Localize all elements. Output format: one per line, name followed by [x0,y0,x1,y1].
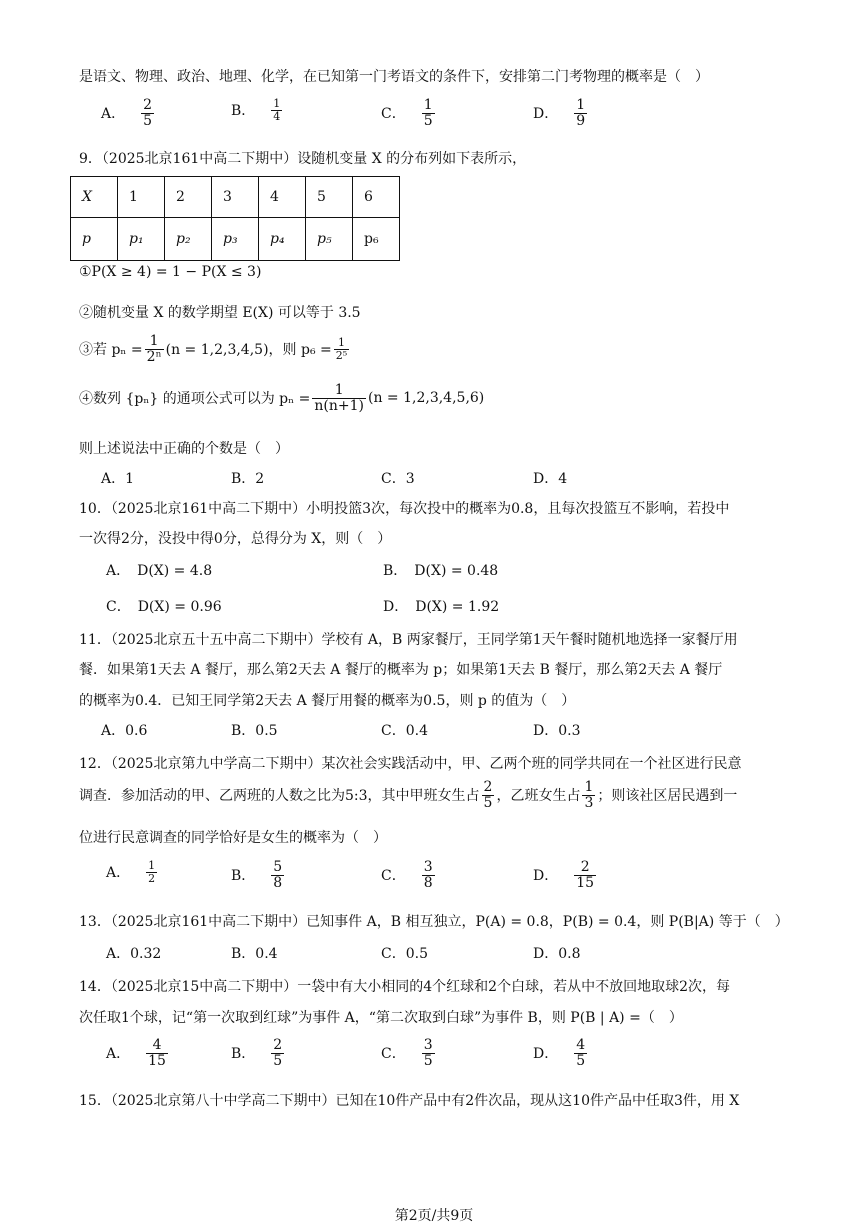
q13-option-c[interactable]: C．0.5 [381,946,428,962]
q12-option-b[interactable]: B． $\frac{5}{8}$ [231,859,283,891]
table-cell: p₅ [306,218,353,261]
table-cell: p [71,218,118,261]
q11-line-3: 的概率为0.4．已知王同学第2天去 A 餐厅用餐的概率为0.5，则 p 的值为（ ） [79,693,576,709]
q8-options [0,98,868,138]
q13-option-b[interactable]: B．0.4 [231,946,278,962]
table-cell: 1 [118,177,165,218]
q14-line-2: 次任取1个球，记“第一次取到红球”为事件 A，“第二次取到白球”为事件 B，则 P(B | A) =（ ） [79,1010,683,1026]
q12-option-a[interactable]: A． $\frac{1}{2}$ [106,859,156,885]
table-cell: 5 [306,177,353,218]
q14-line-1: 14．（2025北京15中高二下期中）一袋中有大小相同的4个红球和2个白球，若从中不放回地取球2次，每 [79,979,730,995]
q15-line-1: 15．（2025北京第八十中学高二下期中）已知在10件产品中有2件次品，现从这10件产品中任取3件，用 X [79,1093,740,1109]
q9-option-c[interactable]: C．3 [381,471,415,487]
q9-option-b[interactable]: B．2 [231,471,265,487]
table-cell: 3 [212,177,259,218]
q8-stem: 是语文、物理、政治、地理、化学，在已知第一门考语文的条件下，安排第二门考物理的概率是（ ） [79,69,709,85]
q11-option-d[interactable]: D．0.3 [533,723,581,739]
q10-line-1: 10．（2025北京161中高二下期中）小明投篮3次，每次投中的概率为0.8，且每次投篮互不影响，若投中 [79,501,730,517]
q9-ask: 则上述说法中正确的个数是（ ） [79,441,289,457]
table-cell: 4 [259,177,306,218]
q14-option-a[interactable]: A． $\frac{4}{15}$ [106,1037,166,1069]
q11-option-c[interactable]: C．0.4 [381,723,428,739]
q12-option-d[interactable]: D． $\frac{2}{15}$ [533,859,595,891]
table-cell: p₆ [353,218,400,261]
q11-line-2: 餐．如果第1天去 A 餐厅，那么第2天去 A 餐厅的概率为 p；如果第1天去 B 餐厅，那么第2天去 A 餐厅 [79,662,723,678]
q10-line-2: 一次得2分，没投中得0分，总得分为 X，则（ ） [79,531,392,547]
q9-statement-2: ②随机变量 X 的数学期望 E(X) 可以等于 3.5 [79,305,361,321]
q8-option-b[interactable]: B． $\frac{1}{4}$ [231,97,281,123]
q12-line-2: 调查．参加活动的甲、乙两班的人数之比为5:3，其中甲班女生占 $\frac{2}{5}$ ，乙班女生占 $\frac{1}{3}$ ；则该社区居民遇到一 [79,779,738,811]
q9-option-a[interactable]: A．1 [101,471,135,487]
q8-option-c[interactable]: C． $\frac{1}{5}$ [381,97,433,129]
q13-option-d[interactable]: D．0.8 [533,946,581,962]
table-cell: X [71,177,118,218]
q8-option-a[interactable]: A． $\frac{2}{5}$ [101,97,153,129]
q10-option-a[interactable]: A． D(X) = 4.8 [106,563,213,579]
q12-options [0,860,868,900]
q10-option-b[interactable]: B． D(X) = 0.48 [383,563,499,579]
table-row [71,177,400,218]
q14-option-d[interactable]: D． $\frac{4}{5}$ [533,1037,586,1069]
q12-line-1: 12．（2025北京第九中学高二下期中）某次社会实践活动中，甲、乙两个班的同学共同在一个社区进行民意 [79,756,742,772]
q12-option-c[interactable]: C． $\frac{3}{8}$ [381,859,433,891]
q13-line-1: 13．（2025北京161中高二下期中）已知事件 A，B 相互独立，P(A) = 0.8，P(B) = 0.4，则 P(B|A) 等于（ ） [79,914,789,930]
q10-option-c[interactable]: C． D(X) = 0.96 [106,599,222,615]
page-footer: 第2页/共9页 [394,1208,474,1224]
table-cell: p₃ [212,218,259,261]
table-cell: 6 [353,177,400,218]
q10-option-d[interactable]: D． D(X) = 1.92 [383,599,500,615]
q11-line-1: 11．（2025北京五十五中高二下期中）学校有 A，B 两家餐厅，王同学第1天午餐时随机地选择一家餐厅用 [79,632,738,648]
q9-statement-4: ④数列 {pₙ} 的通项公式可以为 pₙ = $\frac{1}{n(n+1)}$ (n = 1,2,3,4,5,6) [79,382,485,414]
q10-options-row-1 [0,560,868,600]
table-cell: p₄ [259,218,306,261]
q9-statement-3: ③若 pₙ = $\frac{1}{\text{2ⁿ}}$ (n = 1,2,3,4,5)，则 p₆ = $\frac{1}{\text{2⁵}}$ [79,333,348,365]
q9-stem: 9．（2025北京161中高二下期中）设随机变量 X 的分布列如下表所示， [79,151,527,167]
table-cell: 2 [165,177,212,218]
q9-statement-1: ①P(X ≥ 4) = 1 − P(X ≤ 3) [79,264,262,280]
table-cell: p₂ [165,218,212,261]
table-row [71,218,400,261]
table-cell: p₁ [118,218,165,261]
q14-options [0,1038,868,1078]
q11-option-a[interactable]: A．0.6 [101,723,148,739]
q14-option-c[interactable]: C． $\frac{3}{5}$ [381,1037,433,1069]
q13-option-a[interactable]: A．0.32 [106,946,162,962]
q11-option-b[interactable]: B．0.5 [231,723,278,739]
q9-option-d[interactable]: D．4 [533,471,568,487]
q12-line-3: 位进行民意调查的同学恰好是女生的概率为（ ） [79,830,387,846]
q9-distribution-table [70,176,400,261]
q8-option-d[interactable]: D． $\frac{1}{9}$ [533,97,586,129]
q14-option-b[interactable]: B． $\frac{2}{5}$ [231,1037,283,1069]
